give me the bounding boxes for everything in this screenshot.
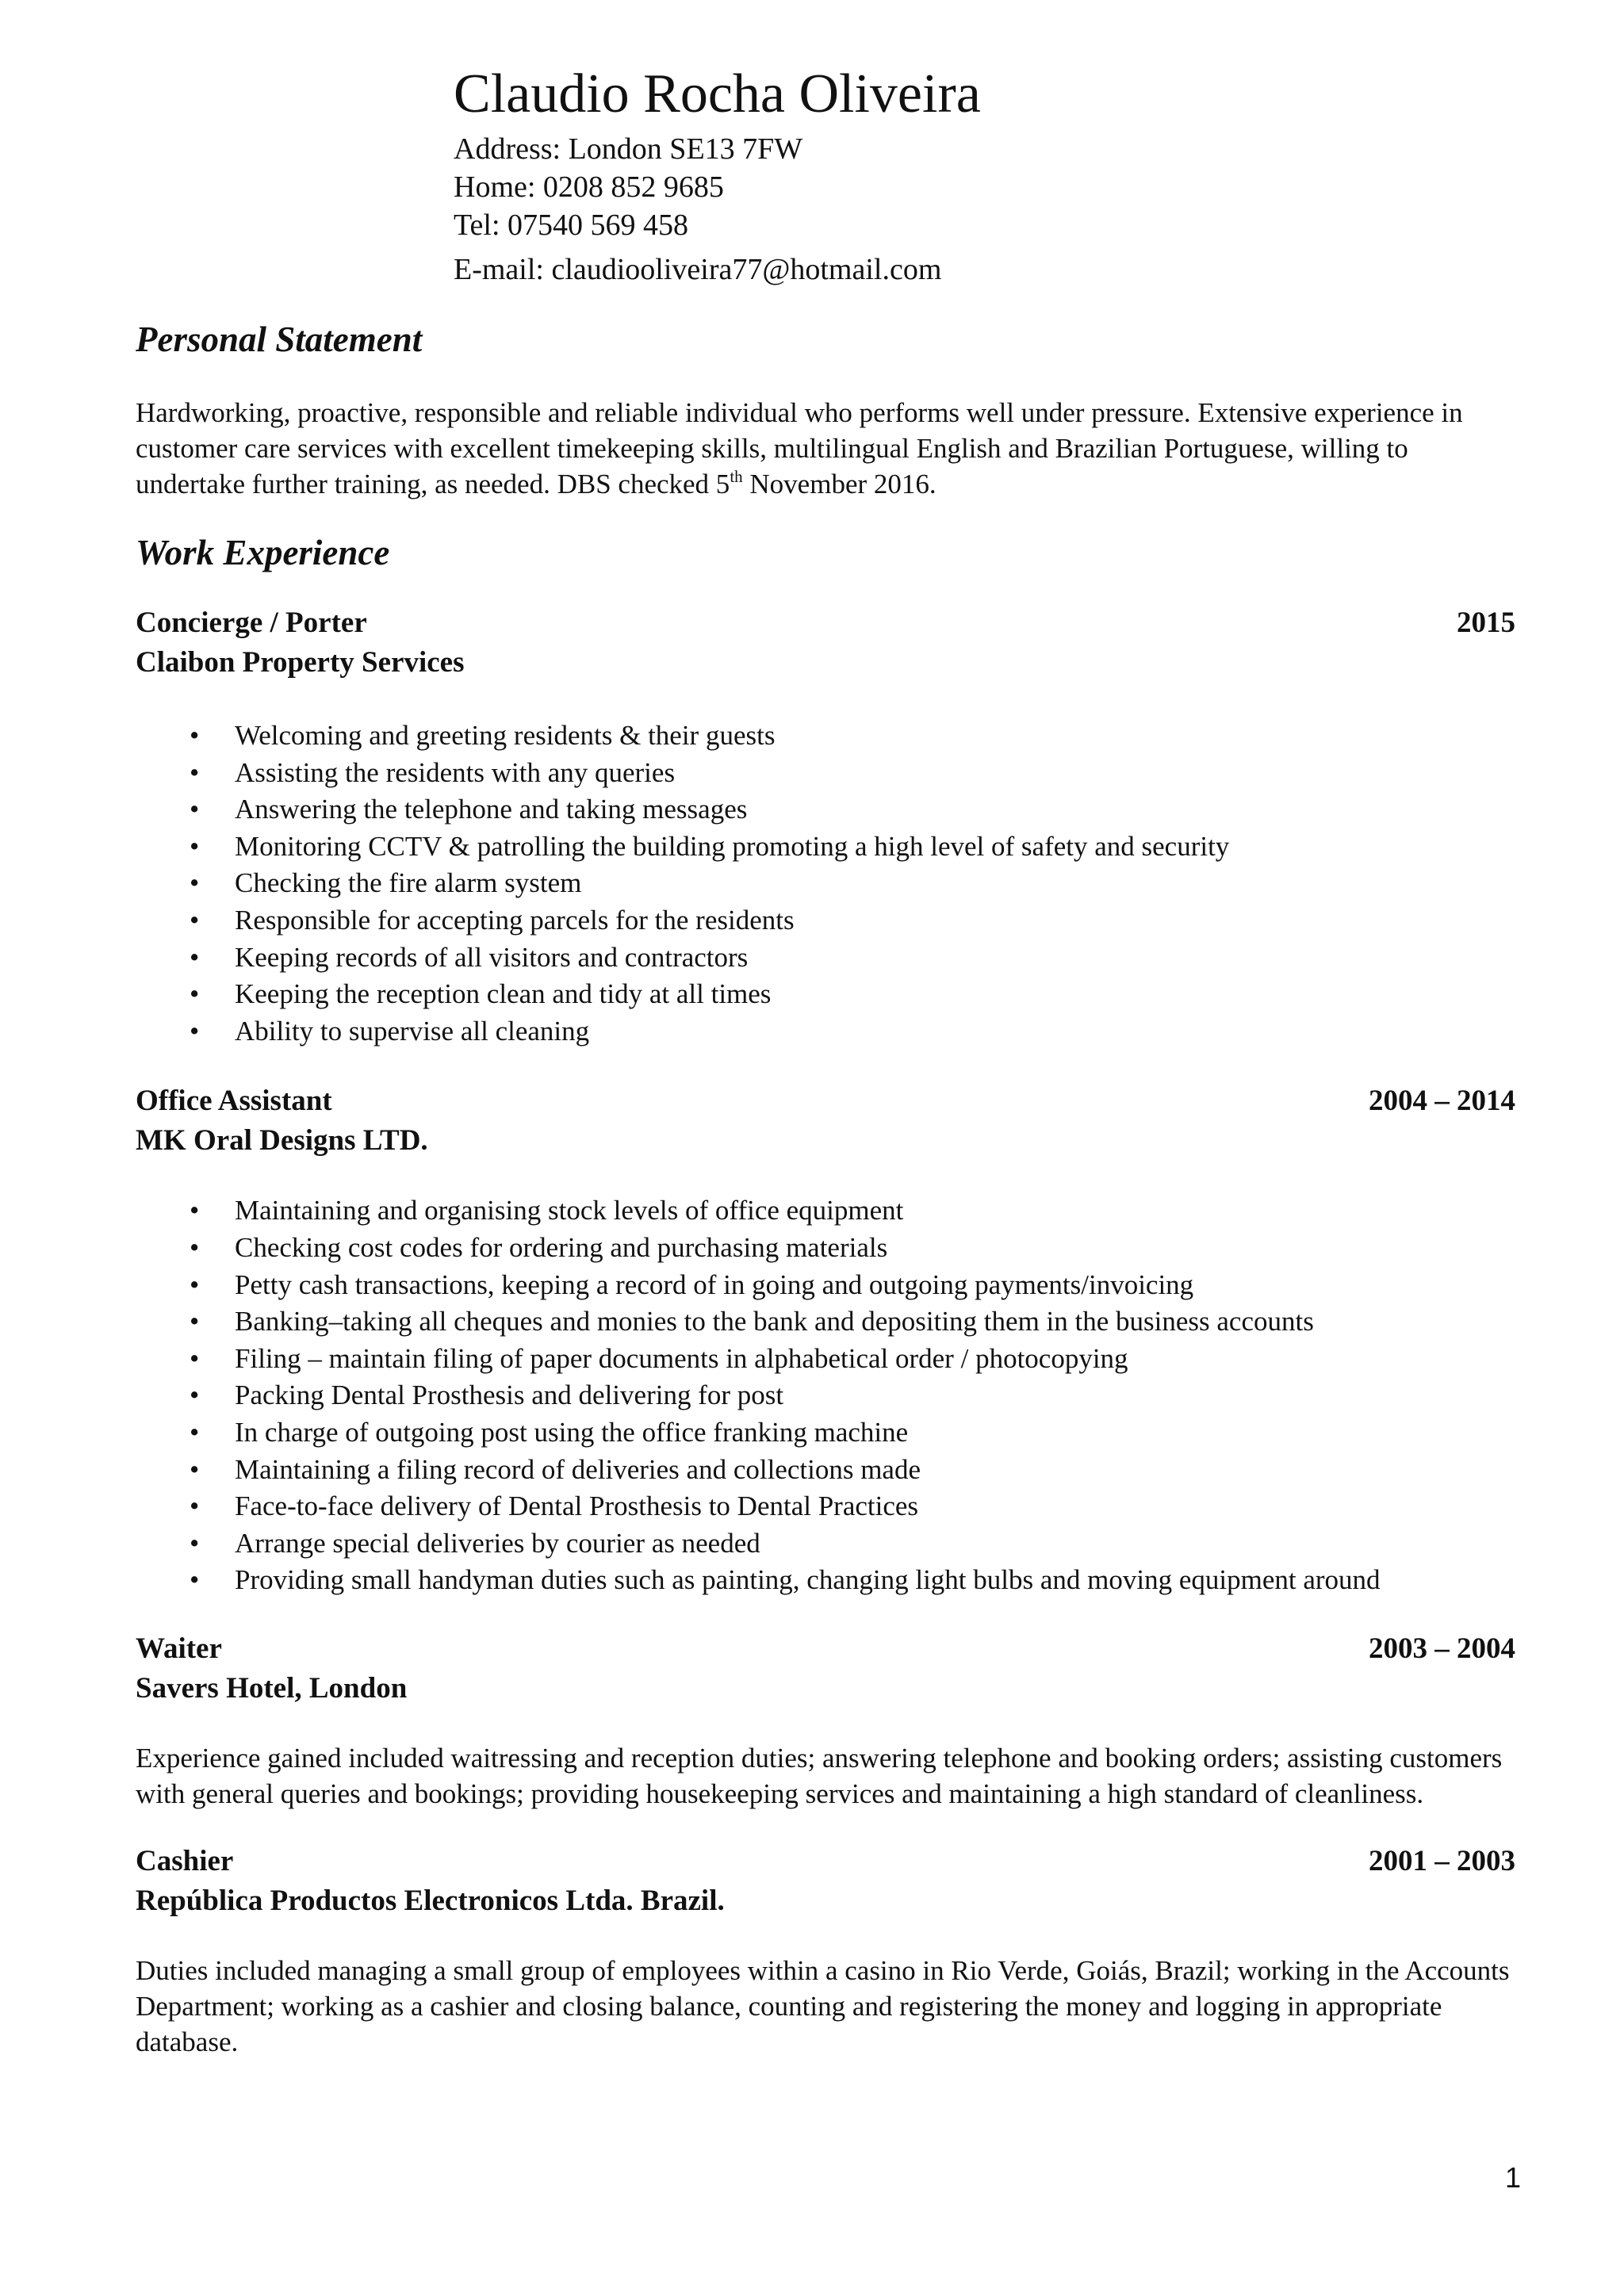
- bullet-icon: •: [190, 941, 200, 973]
- bullet-icon: •: [190, 1306, 200, 1337]
- job-header: [136, 1081, 1515, 1121]
- duty-text: Welcoming and greeting residents & their guests: [235, 720, 776, 751]
- personal-statement-text: [136, 395, 1515, 502]
- job-company: MK Oral Designs LTD.: [136, 1124, 428, 1158]
- job-role: Office Assistant: [136, 1085, 332, 1118]
- job-waiter: [136, 1629, 1515, 1812]
- list-item: [136, 865, 1515, 902]
- bullet-icon: •: [190, 904, 200, 936]
- job-company: Claibon Property Services: [136, 646, 465, 679]
- job-company: República Productos Electronicos Ltda. Brazil.: [136, 1884, 725, 1917]
- duty-text: Maintaining and organising stock levels of office equipment: [235, 1195, 904, 1226]
- job-company: Savers Hotel, London: [136, 1671, 408, 1705]
- job-header: [136, 603, 1515, 643]
- duty-text: Filing – maintain filing of paper documents in alphabetical order / photocopying: [235, 1342, 1128, 1374]
- duty-text: Arrange special deliveries by courier as needed: [235, 1527, 760, 1559]
- cv-content: [136, 316, 1515, 2060]
- bullet-icon: •: [190, 1527, 200, 1559]
- list-item: [136, 1488, 1515, 1525]
- job-years: 2001 – 2003: [1369, 1844, 1515, 1877]
- list-item: [136, 1230, 1515, 1267]
- list-item: [136, 976, 1515, 1013]
- list-item: [136, 1377, 1515, 1414]
- bullet-icon: •: [190, 830, 200, 862]
- bullet-icon: •: [190, 1342, 200, 1374]
- list-item: [136, 1013, 1515, 1050]
- personal-statement-heading: Personal Statement: [136, 320, 423, 359]
- job-years: 2004 – 2014: [1369, 1085, 1515, 1118]
- job-header: [136, 1629, 1515, 1669]
- list-item: [136, 1341, 1515, 1378]
- list-item: [136, 939, 1515, 977]
- list-item: [136, 1192, 1515, 1230]
- list-item: [136, 1452, 1515, 1489]
- duty-text: Banking–taking all cheques and monies to the bank and depositing them in the business accounts: [235, 1306, 1314, 1337]
- duty-text: In charge of outgoing post using the office franking machine: [235, 1416, 909, 1448]
- duty-text: Face-to-face delivery of Dental Prosthesis to Dental Practices: [235, 1490, 919, 1522]
- job-role: Cashier: [136, 1844, 234, 1877]
- bullet-icon: •: [190, 720, 200, 751]
- bullet-icon: •: [190, 1453, 200, 1485]
- page-number: 1: [1504, 2161, 1521, 2194]
- job-cashier: [136, 1842, 1515, 2060]
- email-line: E-mail: claudiooliveira77@hotmail.com: [454, 253, 942, 286]
- list-item: [136, 1303, 1515, 1341]
- bullet-icon: •: [190, 1231, 200, 1263]
- bullet-icon: •: [190, 1490, 200, 1522]
- bullet-icon: •: [190, 867, 200, 899]
- home-phone-line: Home: 0208 852 9685: [454, 170, 724, 204]
- address-line: Address: London SE13 7FW: [454, 132, 803, 166]
- duty-list: [136, 718, 1515, 1050]
- duty-text: Checking the fire alarm system: [235, 867, 582, 899]
- duty-text: Answering the telephone and taking messages: [235, 794, 748, 825]
- job-role: Concierge / Porter: [136, 607, 367, 639]
- personal-statement-end: November 2016.: [742, 469, 936, 499]
- list-item: [136, 718, 1515, 755]
- list-item: [136, 1267, 1515, 1304]
- bullet-icon: •: [190, 1015, 200, 1047]
- list-item: [136, 755, 1515, 792]
- duty-text: Assisting the residents with any queries: [235, 756, 676, 788]
- duty-text: Checking cost codes for ordering and purchasing materials: [235, 1231, 888, 1263]
- bullet-icon: •: [190, 794, 200, 825]
- bullet-icon: •: [190, 1380, 200, 1411]
- job-years: 2003 – 2004: [1369, 1632, 1515, 1665]
- job-description: Experience gained included waitressing and reception duties; answering telephone and booking orders; assisting customers with general queries and bookings; providing housekeeping services and maintaining a high standard of cleanliness.: [136, 1742, 1503, 1809]
- duty-text: Keeping the reception clean and tidy at all times: [235, 978, 772, 1010]
- duty-text: Monitoring CCTV & patrolling the building promoting a high level of safety and security: [235, 830, 1230, 862]
- duty-text: Providing small handyman duties such as painting, changing light bulbs and moving equipment around: [235, 1564, 1381, 1596]
- ordinal-suffix: th: [730, 467, 743, 486]
- list-item: [136, 1414, 1515, 1452]
- list-item: [136, 1562, 1515, 1599]
- list-item: [136, 791, 1515, 828]
- duty-text: Maintaining a filing record of deliveries and collections made: [235, 1453, 921, 1485]
- duty-text: Petty cash transactions, keeping a record of in going and outgoing payments/invoicing: [235, 1269, 1194, 1300]
- bullet-icon: •: [190, 978, 200, 1010]
- bullet-icon: •: [190, 756, 200, 788]
- duty-text: Packing Dental Prosthesis and delivering for post: [235, 1380, 784, 1411]
- list-item: [136, 902, 1515, 939]
- duty-text: Ability to supervise all cleaning: [235, 1015, 590, 1047]
- work-experience-heading: Work Experience: [136, 533, 390, 572]
- job-role: Waiter: [136, 1632, 222, 1665]
- personal-statement-body: Hardworking, proactive, responsible and reliable individual who performs well under pressure. Extensive experience in customer care services with excellent timekeeping skills, multilingual English and Brazilian Portuguese, willing to undertake further training, as needed. DBS checked 5: [136, 397, 1463, 499]
- bullet-icon: •: [190, 1416, 200, 1448]
- bullet-icon: •: [190, 1564, 200, 1596]
- job-years: 2015: [1457, 607, 1515, 639]
- job-description: Duties included managing a small group of employees within a casino in Rio Verde, Goiás, Brazil; working in the Accounts Department; working as a cashier and closing balance, counting and registering the money and logging in appropriate database.: [136, 1954, 1510, 2057]
- contact-header: [454, 59, 981, 289]
- list-item: [136, 828, 1515, 866]
- mobile-phone-line: Tel: 07540 569 458: [454, 209, 689, 242]
- job-office-assistant: [136, 1081, 1515, 1599]
- duty-text: Keeping records of all visitors and contractors: [235, 941, 749, 973]
- duty-list: [136, 1192, 1515, 1599]
- bullet-icon: •: [190, 1195, 200, 1226]
- candidate-name: Claudio Rocha Oliveira: [454, 63, 981, 124]
- duty-text: Responsible for accepting parcels for the residents: [235, 904, 795, 936]
- bullet-icon: •: [190, 1269, 200, 1300]
- list-item: [136, 1525, 1515, 1563]
- job-header: [136, 1842, 1515, 1881]
- job-concierge: [136, 603, 1515, 1050]
